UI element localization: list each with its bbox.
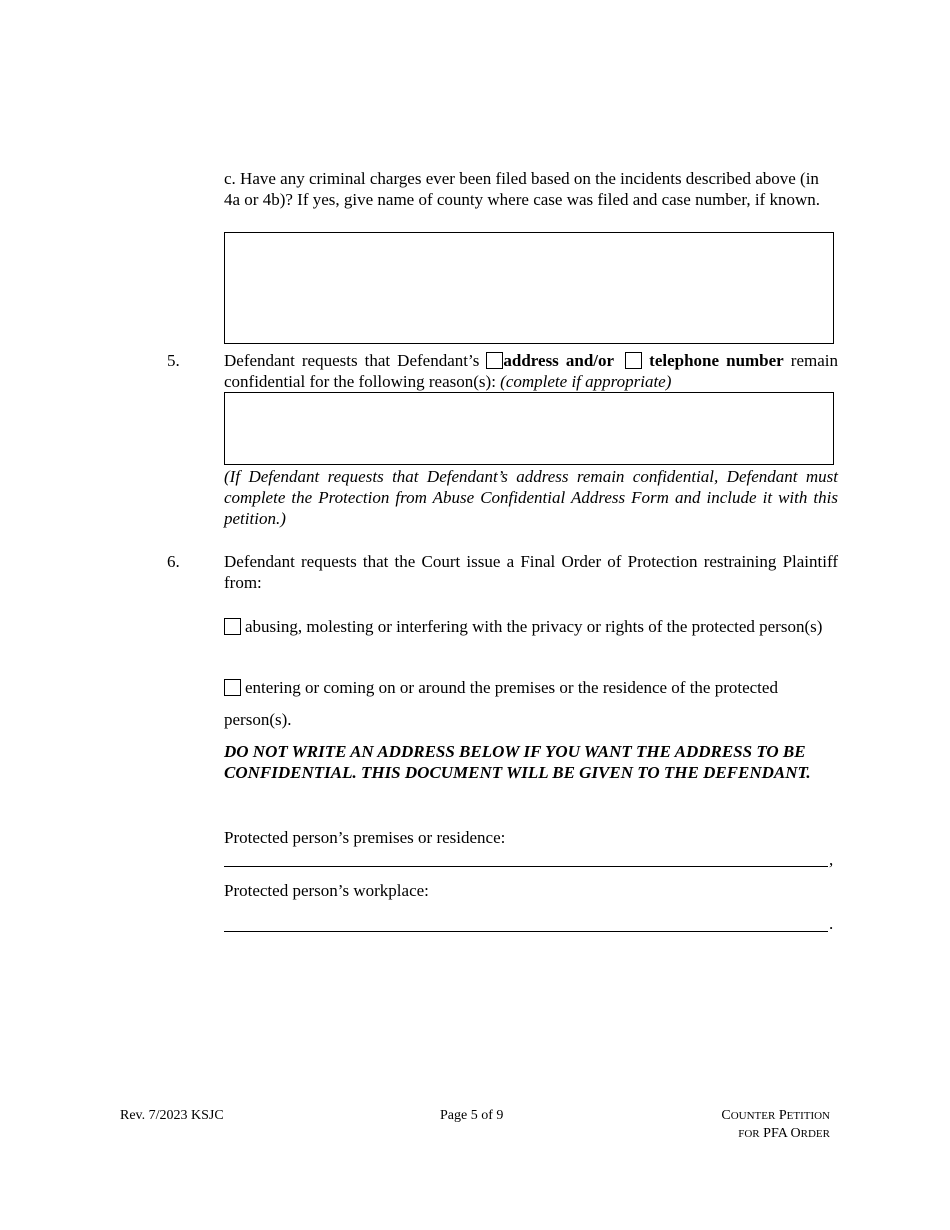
telephone-option-label: telephone number [649, 351, 784, 370]
option-abusing: abusing, molesting or interfering with the privacy or rights of the protected person(s) [224, 616, 838, 637]
footer-form-title: COUNTER PETITION FOR PFA ORDER [721, 1108, 830, 1141]
option-entering-cont: person(s). [224, 710, 292, 729]
entering-checkbox[interactable] [224, 679, 241, 696]
premises-label: Protected person’s premises or residence: [224, 828, 506, 847]
telephone-checkbox[interactable] [625, 352, 642, 369]
address-option-label: address and/or [503, 351, 615, 370]
confidential-warning: DO NOT WRITE AN ADDRESS BELOW IF YOU WANT THE ADDRESS TO BE CONFIDENTIAL. THIS DOCUMENT WILL BE GIVEN TO THE DEFENDANT. [224, 742, 811, 782]
workplace-label: Protected person’s workplace: [224, 881, 429, 900]
question-4c: c. Have any criminal charges ever been filed based on the incidents described above (in 4a or 4b)? If yes, give name of county where case was filed and case number, if known. [224, 169, 820, 209]
premises-punct: , [829, 850, 834, 869]
complete-note: (complete if appropriate) [500, 372, 672, 391]
premises-input-line[interactable] [224, 866, 828, 867]
item-6-text: Defendant requests that the Court issue a Final Order of Protection restraining Plaintiff from: [224, 552, 838, 592]
footer-revision: Rev. 7/2023 KSJC [120, 1108, 224, 1123]
criminal-charges-input[interactable] [224, 232, 834, 344]
item-6-number: 6. [167, 552, 180, 571]
confidential-address-note: (If Defendant requests that Defendant’s address remain confidential, Defendant must complete the Protection from Abuse Confidential Address Form and include it with this petition.) [224, 467, 838, 528]
abusing-checkbox[interactable] [224, 618, 241, 635]
item-5-text: Defendant requests that Defendant’s address and/or telephone number remain confidential for the following reason(s): (complete if appropriate) [224, 351, 838, 391]
workplace-punct: . [829, 914, 834, 933]
workplace-input-line[interactable] [224, 931, 828, 932]
item-5-number: 5. [167, 351, 180, 370]
address-checkbox[interactable] [486, 352, 503, 369]
footer-page-number: Page 5 of 9 [440, 1108, 504, 1123]
confidential-reason-input[interactable] [224, 392, 834, 465]
option-entering: entering or coming on or around the premises or the residence of the protected [224, 677, 838, 698]
